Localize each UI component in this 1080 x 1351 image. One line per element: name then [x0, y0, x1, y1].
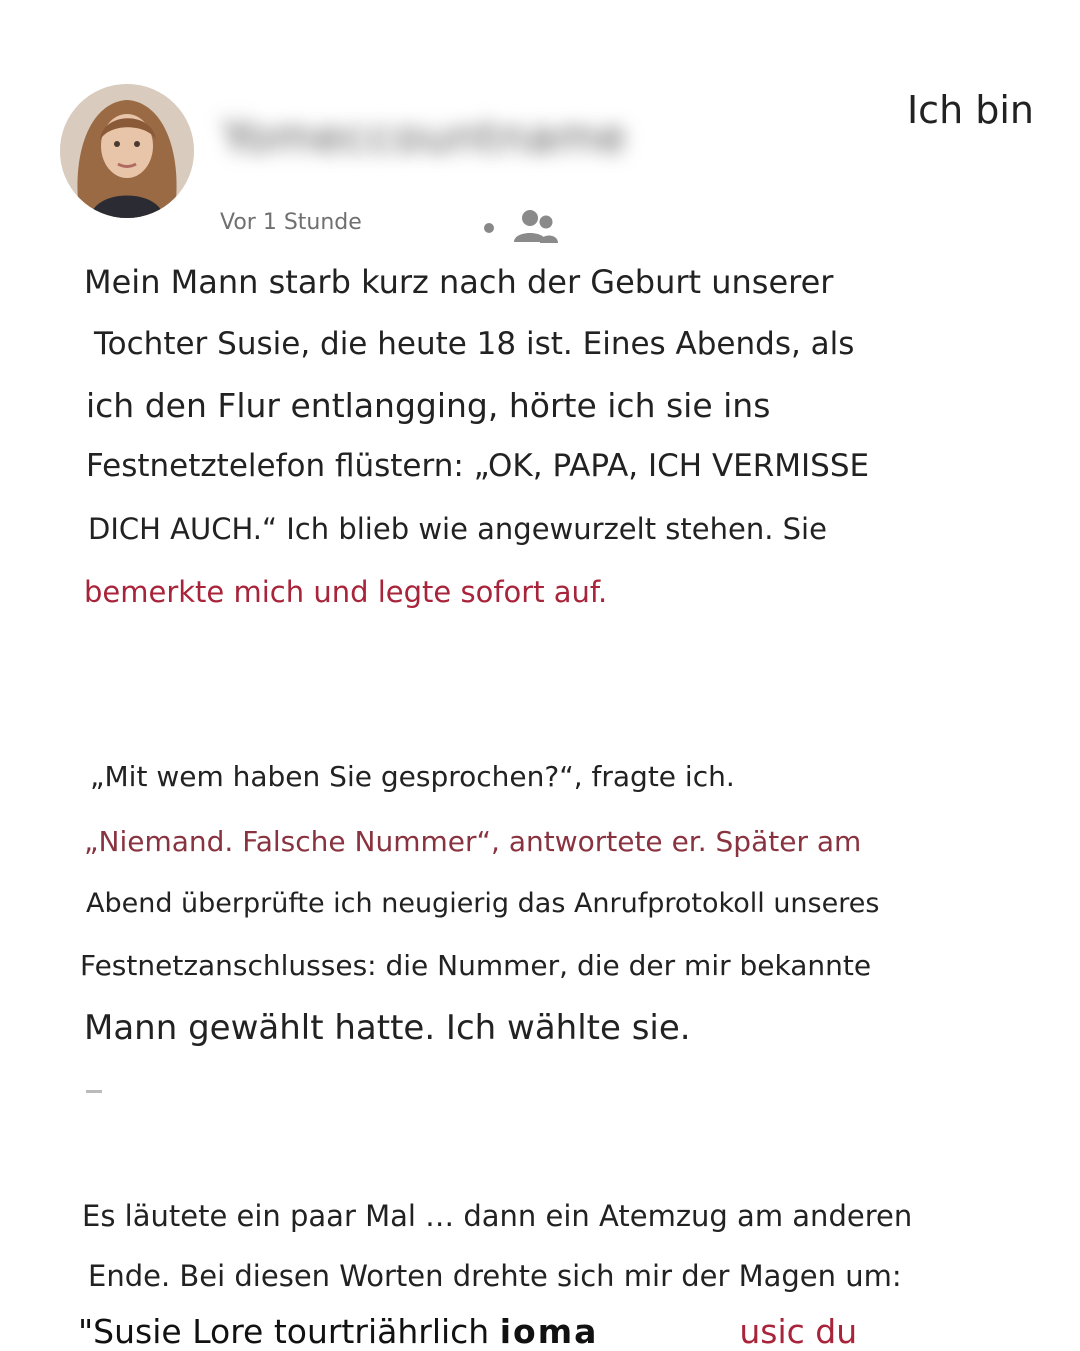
- body-line: Abend überprüfte ich neugierig das Anrufprotokoll unseres: [86, 888, 880, 919]
- body-line: Mein Mann starb kurz nach der Geburt unserer: [84, 263, 834, 301]
- body-line-highlight: bemerkte mich und legte sofort auf.: [84, 575, 608, 609]
- group-icon: [510, 206, 560, 250]
- body-line-highlight: „Niemand. Falsche Nummer“, antwortete er. Später am: [84, 825, 862, 858]
- body-line: Tochter Susie, die heute 18 ist. Eines Abends, als: [94, 326, 855, 362]
- bottom-fragment: ioma: [499, 1312, 599, 1351]
- body-line: Ende. Bei diesen Worten drehte sich mir der Magen um:: [88, 1259, 902, 1293]
- corner-text: Ich bin: [906, 88, 1034, 132]
- timestamp: Vor 1 Stunde: [220, 210, 362, 235]
- avatar[interactable]: [60, 84, 194, 218]
- body-line: „Mit wem haben Sie gesprochen?“, fragte ich.: [90, 760, 735, 793]
- bottom-fragment: usic du: [739, 1312, 858, 1351]
- user-avatar-photo: [60, 84, 194, 218]
- bottom-fragment-line: [78, 1312, 857, 1351]
- body-line: Es läutete ein paar Mal … dann ein Atemzug am anderen: [82, 1199, 913, 1233]
- body-line: ich den Flur entlangging, hörte ich sie ins: [86, 386, 771, 425]
- separator-dot: [484, 223, 494, 233]
- body-line: Festnetztelefon flüstern: „OK, PAPA, ICH VERMISSE: [86, 448, 870, 484]
- username[interactable]: Yomeccountname: [222, 112, 627, 163]
- body-line: DICH AUCH.“ Ich blieb wie angewurzelt stehen. Sie: [88, 512, 827, 546]
- divider-mark: [86, 1090, 102, 1093]
- body-line: Mann gewählt hatte. Ich wählte sie.: [84, 1008, 691, 1048]
- body-line: Festnetzanschlusses: die Nummer, die der mir bekannte: [80, 949, 872, 982]
- bottom-fragment: "Susie Lore tourtriährlich: [78, 1312, 490, 1351]
